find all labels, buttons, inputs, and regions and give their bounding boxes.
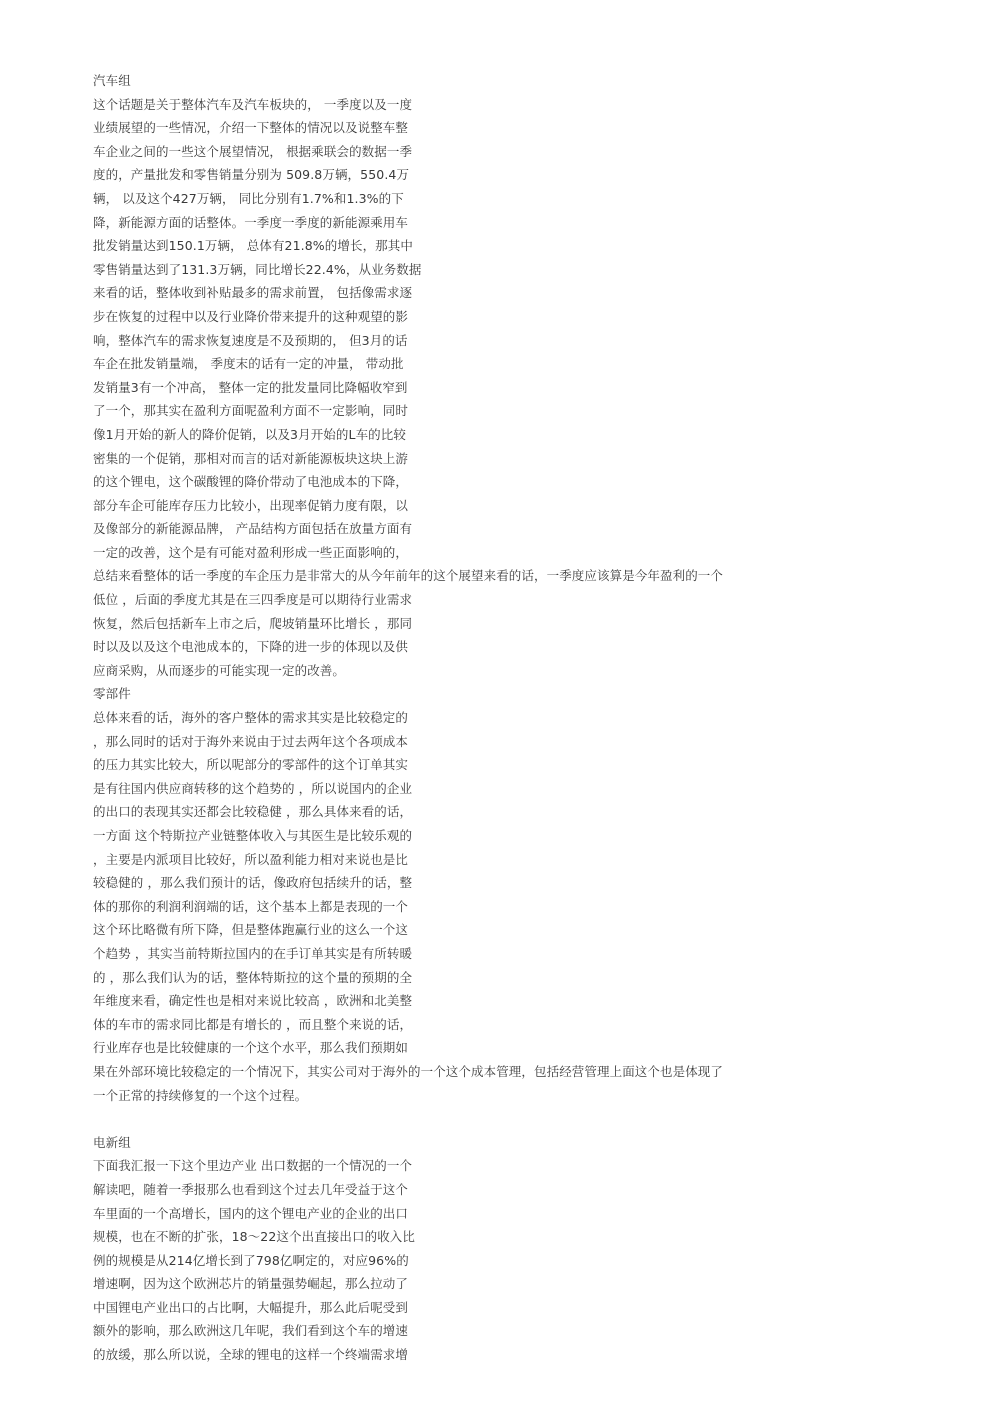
section-heading-parts: 零部件 (93, 686, 131, 702)
text-line: 行业库存也是比较健康的一个这个水平，那么我们预期如 (93, 1040, 409, 1056)
text-line: ，主要是内派项目比较好，所以盈利能力相对来说也是比 (93, 851, 409, 867)
text-line: 额外的影响，那么欧洲这几年呢，我们看到这个车的增速 (93, 1323, 409, 1339)
text-line: 解读吧，随着一季报那么也看到这个过去几年受益于这个 (93, 1181, 409, 1197)
text-line: 及像部分的新能源品牌， 产品结构方面包括在放量方面有 (93, 521, 413, 537)
text-line: 降，新能源方面的话整体。一季度一季度的新能源乘用车 (93, 214, 409, 230)
text-line: 这个话题是关于整体汽车及汽车板块的， 一季度以及一度 (93, 96, 413, 112)
text-line: 业绩展望的一些情况，介绍一下整体的情况以及说整车整 (93, 120, 409, 136)
text-line: 较稳健的 ，那么我们预计的话，像政府包括续升的话，整 (93, 875, 413, 891)
text-line: 规模，也在不断的扩张，18～22这个出直接出口的收入比 (93, 1229, 416, 1245)
text-line: 的 ，那么我们认为的话，整体特斯拉的这个量的预期的全 (93, 969, 413, 985)
text-line: 总体来看的话，海外的客户整体的需求其实是比较稳定的 (93, 710, 409, 726)
text-line: 批发销量达到150.1万辆， 总体有21.8%的增长，那其中 (93, 238, 413, 254)
text-line: 增速啊，因为这个欧洲芯片的销量强势崛起，那么拉动了 (93, 1276, 409, 1292)
text-line: 的这个锂电，这个碳酸锂的降价带动了电池成本的下降， (93, 474, 409, 490)
text-line: 来看的话，整体收到补贴最多的需求前置， 包括像需求逐 (93, 285, 413, 301)
text-line: 响，整体汽车的需求恢复速度是不及预期的， 但3月的话 (93, 332, 408, 348)
text-line: 这个环比略微有所下降，但是整体跑赢行业的这么一个这 (93, 922, 409, 938)
text-line: 密集的一个促销，那相对而言的话对新能源板块这块上游 (93, 450, 409, 466)
text-line: 应商采购，从而逐步的可能实现一定的改善。 (93, 662, 346, 678)
section-body-parts (93, 706, 773, 1107)
text-line: 度的，产量批发和零售销量分别为 509.8万辆，550.4万 (93, 167, 410, 183)
text-line: 个趋势 ，其实当前特斯拉国内的在手订单其实是有所转暖 (93, 945, 413, 961)
text-line: 部分车企可能库存压力比较小，出现率促销力度有限，以 (93, 497, 409, 513)
text-line: 体的车市的需求同比都是有增长的 ，而且整个来说的话， (93, 1016, 413, 1032)
text-line: 总结来看整体的话一季度的车企压力是非常大的从今年前年的这个展望来看的话，一季度应该算是今年盈利的一个 (93, 568, 724, 584)
text-line: 零售销量达到了131.3万辆，同比增长22.4%，从业务数据 (93, 261, 422, 277)
text-line: 一定的改善，这个是有可能对盈利形成一些正面影响的， (93, 544, 409, 560)
text-line: 例的规模是从214亿增长到了798亿啊定的，对应96%的 (93, 1252, 409, 1268)
text-line: 辆， 以及这个427万辆， 同比分别有1.7%和1.3%的下 (93, 190, 404, 206)
text-line: 体的那你的利润利润端的话，这个基本上都是表现的一个 (93, 898, 409, 914)
text-line: 发销量3有一个冲高， 整体一定的批发量同比降幅收窄到 (93, 379, 408, 395)
text-line: 像1月开始的新人的降价促销，以及3月开始的L车的比较 (93, 426, 406, 442)
text-line: 了一个，那其实在盈利方面呢盈利方面不一定影响，同时 (93, 403, 409, 419)
text-line: 一个正常的持续修复的一个这个过程。 (93, 1087, 308, 1103)
document-body (93, 69, 773, 1367)
text-line: 时以及以及这个电池成本的，下降的进一步的体现以及供 (93, 639, 409, 655)
section-body-electric (93, 1154, 773, 1366)
text-line: 恢复，然后包括新车上市之后，爬坡销量环比增长 ，那同 (93, 615, 413, 631)
text-line: 的放缓，那么所以说，全球的锂电的这样一个终端需求增 (93, 1347, 409, 1363)
text-line: ，那么同时的话对于海外来说由于过去两年这个各项成本 (93, 733, 409, 749)
section-body-auto (93, 93, 773, 683)
text-line: 车里面的一个高增长，国内的这个锂电产业的企业的出口 (93, 1205, 409, 1221)
section-heading-auto: 汽车组 (93, 73, 131, 88)
text-line: 下面我汇报一下这个里边产业 出口数据的一个情况的一个 (93, 1158, 413, 1174)
paragraph-gap (93, 1107, 773, 1131)
text-line: 车企业之间的一些这个展望情况， 根据乘联会的数据一季 (93, 143, 413, 159)
text-line: 的出口的表现其实还都会比较稳健 ，那么具体来看的话， (93, 804, 413, 820)
text-line: 一方面 这个特斯拉产业链整体收入与其医生是比较乐观的 (93, 828, 413, 843)
text-line: 的压力其实比较大，所以呢部分的零部件的这个订单其实 (93, 757, 409, 773)
text-line: 年维度来看，确定性也是相对来说比较高 ，欧洲和北美整 (93, 993, 413, 1009)
text-line: 低位 ，后面的季度尤其是在三四季度是可以期待行业需求 (93, 592, 413, 608)
text-line: 车企在批发销量端， 季度末的话有一定的冲量， 带动批 (93, 356, 404, 372)
text-line: 果在外部环境比较稳定的一个情况下，其实公司对于海外的一个这个成本管理，包括经营管理上面这个也是体现了 (93, 1063, 724, 1079)
text-line: 步在恢复的过程中以及行业降价带来提升的这种观望的影 (93, 308, 409, 324)
section-heading-electric: 电新组 (93, 1134, 131, 1150)
text-line: 是有往国内供应商转移的这个趋势的 ，所以说国内的企业 (93, 780, 413, 796)
text-line: 中国锂电产业出口的占比啊，大幅提升，那么此后呢受到 (93, 1299, 409, 1315)
